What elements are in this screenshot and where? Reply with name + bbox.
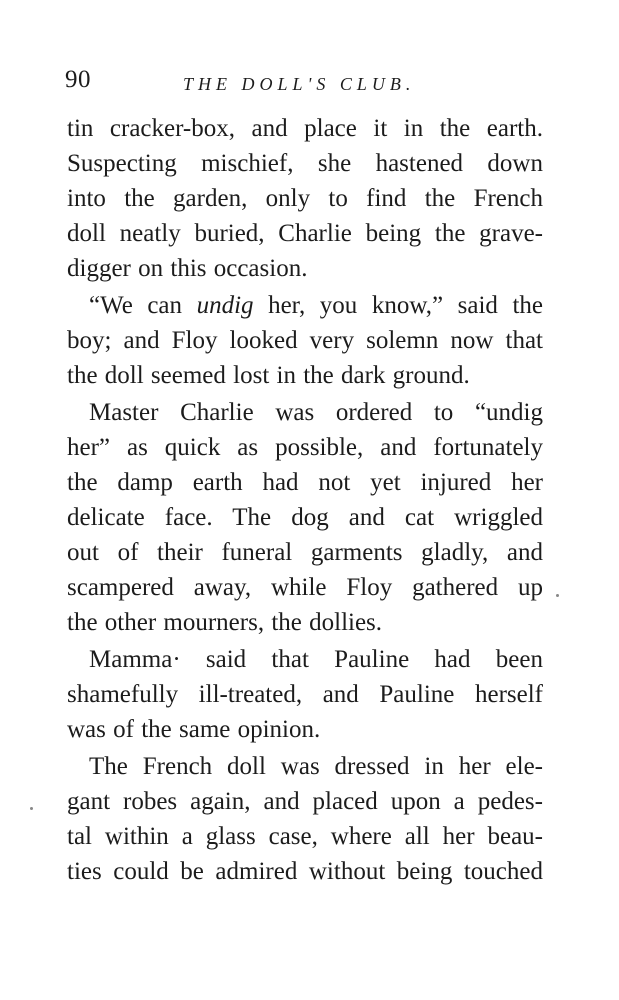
text-line: out of their funeral garments gladly, and — [67, 539, 543, 566]
paragraph — [67, 395, 543, 640]
paragraph — [67, 111, 543, 286]
page-number: 90 — [65, 66, 91, 93]
text-line: the doll seemed lost in the dark ground. — [67, 362, 470, 389]
paragraph — [67, 642, 543, 747]
text-run: her, you know,” said the — [253, 292, 544, 319]
text-line: boy; and Floy looked very solemn now that — [67, 327, 543, 354]
text-line: digger on this occasion. — [67, 255, 308, 282]
running-title: THE DOLL'S CLUB. — [183, 74, 416, 94]
text-line: into the garden, only to find the French — [67, 185, 543, 212]
print-speck — [556, 594, 559, 597]
text-run: “We can — [89, 292, 197, 319]
text-line: the damp earth had not yet injured her — [67, 469, 543, 496]
text-line: Master Charlie was ordered to “undig — [89, 399, 543, 426]
paragraph — [67, 749, 543, 889]
text-line: her” as quick as possible, and fortunately — [67, 434, 543, 461]
text-line — [67, 288, 543, 323]
text-line: Mamma· said that Pauline had been — [89, 646, 543, 673]
text-line: scampered away, while Floy gathered up — [67, 574, 543, 601]
running-head — [0, 62, 619, 102]
italic-word: undig — [196, 292, 254, 319]
body-text — [67, 111, 543, 889]
text-line: doll neatly buried, Charlie being the grave- — [67, 220, 543, 247]
text-line: shamefully ill-treated, and Pauline herself — [67, 681, 543, 708]
print-speck — [30, 807, 33, 810]
text-line: delicate face. The dog and cat wriggled — [67, 504, 543, 531]
text-line: the other mourners, the dollies. — [67, 609, 383, 636]
text-line: was of the same opinion. — [67, 716, 321, 743]
text-line: The French doll was dressed in her ele- — [89, 753, 543, 780]
text-line: tal within a glass case, where all her beau- — [67, 823, 543, 850]
text-line: gant robes again, and placed upon a pedes- — [67, 788, 543, 815]
text-line: ties could be admired without being touched — [67, 858, 543, 885]
text-line: tin cracker-box, and place it in the earth. — [67, 115, 543, 142]
paragraph — [67, 288, 543, 393]
text-line: Suspecting mischief, she hastened down — [67, 150, 543, 177]
